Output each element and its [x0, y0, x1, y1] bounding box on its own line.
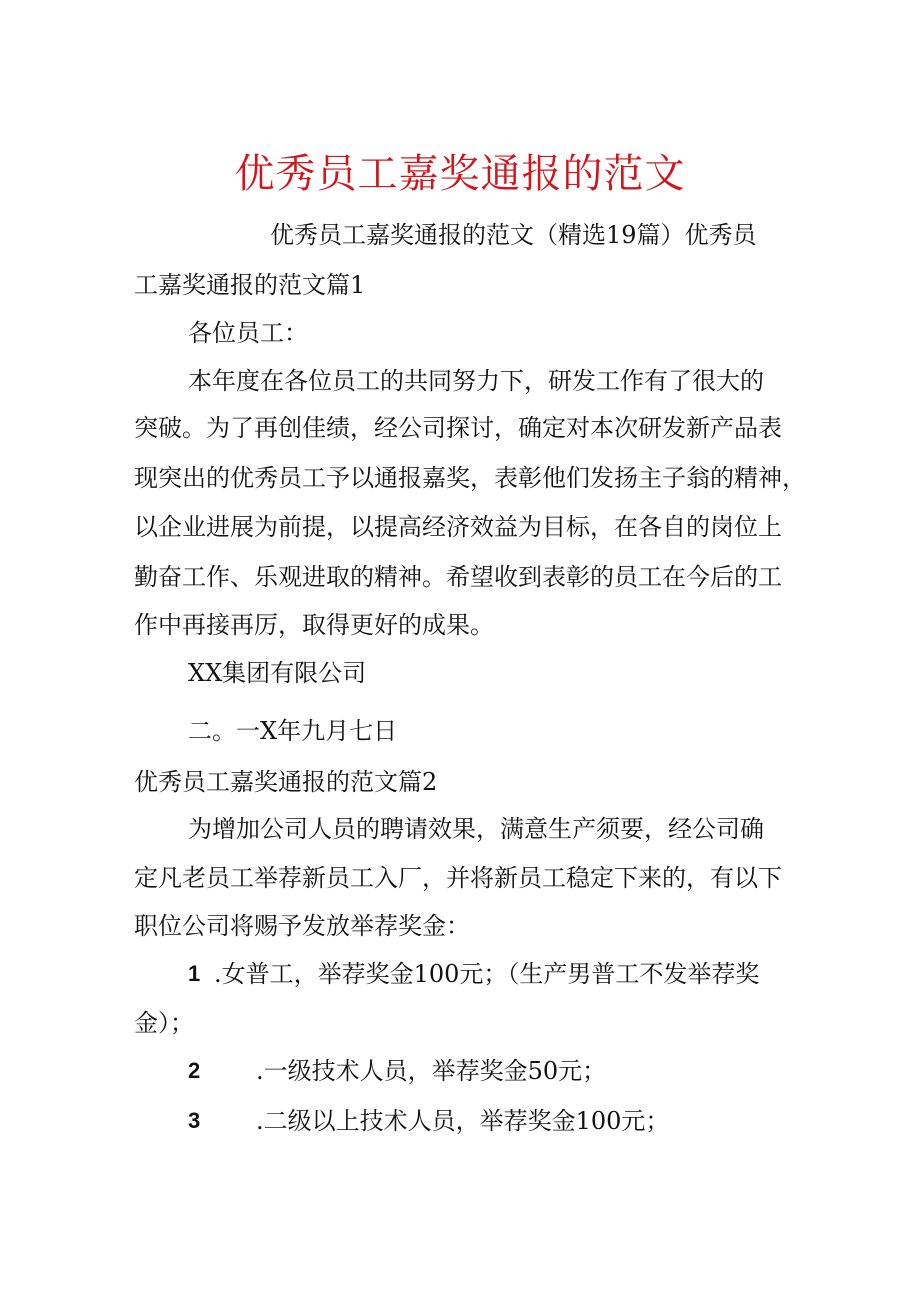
document-title: 优秀员工嘉奖通报的范文: [234, 151, 686, 197]
intro-line-1: 优秀员工嘉奖通报的范文（精选19篇）优秀员: [270, 221, 757, 249]
body1-line: 作中再接再厉，取得更好的成果。: [134, 611, 494, 639]
date: 二。一X年九月七日: [188, 717, 398, 745]
list-item-number: 3: [188, 1108, 201, 1133]
body2-line: 职位公司将赐予发放举荐奖金：: [134, 912, 470, 940]
body1-line: 勤奋工作、乐观进取的精神。希望收到表彰的员工在今后的工: [134, 563, 782, 591]
body2-line: 为增加公司人员的聘请效果，满意生产须要，经公司确: [188, 815, 764, 843]
signature: XX集团有限公司: [188, 659, 367, 687]
list-item-number: 1: [188, 961, 201, 986]
list-item-text: .一级技术人员，举荐奖金50元；: [256, 1057, 607, 1085]
list-item-number: 2: [188, 1058, 201, 1083]
body1-line: 本年度在各位员工的共同努力下，研发工作有了很大的: [188, 367, 764, 395]
list-item-text: .二级以上技术人员，举荐奖金100元；: [256, 1107, 670, 1135]
body1-line: 突破。为了再创佳绩，经公司探讨，确定对本次研发新产品表: [134, 414, 782, 442]
body1-line: 以企业进展为前提，以提高经济效益为目标，在各自的岗位上: [134, 513, 782, 541]
body2-line: 定凡老员工举荐新员工入厂，并将新员工稳定下来的，有以下: [134, 864, 782, 892]
list-item-continuation: 金）；: [134, 1009, 194, 1037]
list-item-text: .女普工，举荐奖金100元；（生产男普工不发举荐奖: [214, 960, 760, 988]
section-2-heading: 优秀员工嘉奖通报的范文篇2: [134, 768, 438, 796]
salutation: 各位员工：: [188, 319, 308, 347]
intro-line-2: 工嘉奖通报的范文篇1: [134, 271, 366, 299]
body1-line: 现突出的优秀员工予以通报嘉奖，表彰他们发扬主子翁的精神，: [134, 464, 806, 492]
